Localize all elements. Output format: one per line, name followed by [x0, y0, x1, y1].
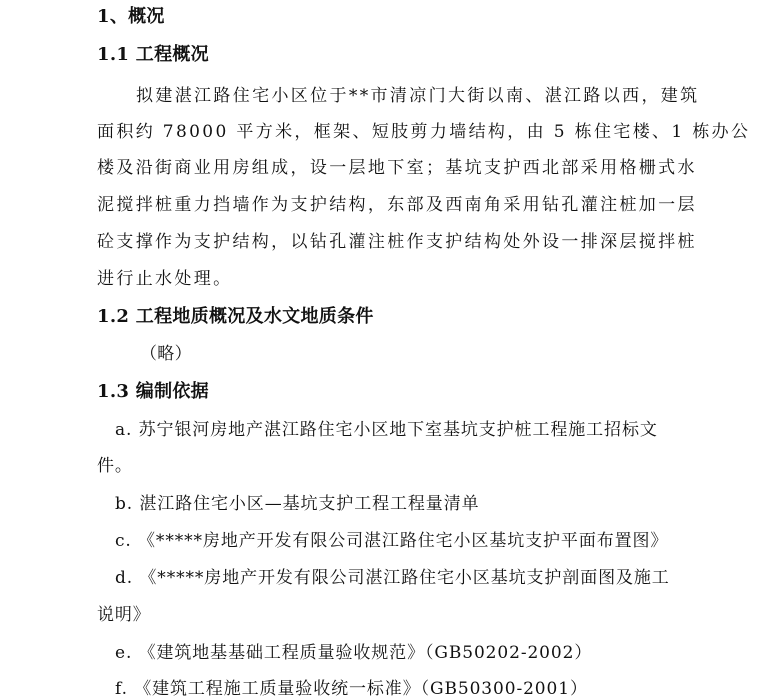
reference-e: e. 《建筑地基基础工程质量验收规范》（GB50202-2002） [115, 643, 593, 663]
reference-a-line-1: a. 苏宁银河房地产湛江路住宅小区地下室基坑支护桩工程施工招标文 [115, 420, 658, 440]
reference-b: b. 湛江路住宅小区—基坑支护工程工程量清单 [115, 494, 480, 514]
paragraph-line-1: 拟建湛江路住宅小区位于**市清凉门大街以南、湛江路以西，建筑 [136, 86, 700, 106]
reference-d-line-1: d. 《*****房地产开发有限公司湛江路住宅小区基坑支护剖面图及施工 [115, 568, 670, 588]
paragraph-line-4: 泥搅拌桩重力挡墙作为支护结构，东部及西南角采用钻孔灌注桩加一层 [97, 195, 697, 215]
paragraph-line-5: 砼支撑作为支护结构，以钻孔灌注桩作支护结构处外设一排深层搅拌桩 [97, 232, 697, 252]
reference-a-line-2: 件。 [97, 456, 133, 476]
reference-d-line-2: 说明》 [97, 605, 151, 625]
reference-f: f. 《建筑工程施工质量验收统一标准》（GB50300-2001） [115, 679, 588, 699]
reference-c: c. 《*****房地产开发有限公司湛江路住宅小区基坑支护平面布置图》 [115, 531, 669, 551]
paragraph-line-3: 楼及沿街商业用房组成，设一层地下室；基坑支护西北部采用格栅式水 [97, 158, 697, 178]
omitted-note: （略） [140, 344, 192, 364]
paragraph-line-2: 面积约 78000 平方米，框架、短肢剪力墙结构，由 5 栋住宅楼、1 栋办公 [97, 122, 751, 142]
section-1-2-heading: 1.2 工程地质概况及水文地质条件 [97, 306, 374, 327]
section-1-1-heading: 1.1 工程概况 [97, 44, 209, 65]
paragraph-line-6: 进行止水处理。 [97, 269, 233, 289]
section-1-heading: 1、概况 [97, 6, 165, 27]
section-1-3-heading: 1.3 编制依据 [97, 381, 209, 402]
